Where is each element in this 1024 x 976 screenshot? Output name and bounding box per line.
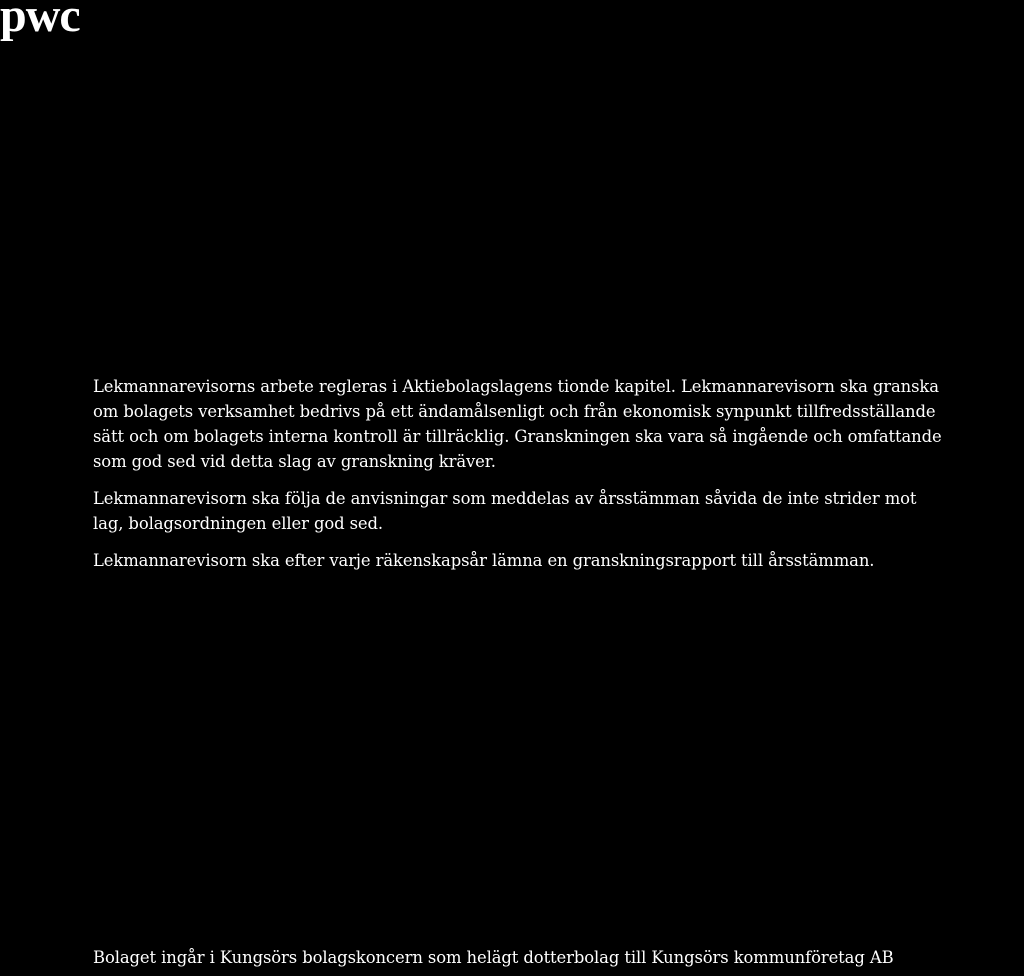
footer-note: Bolaget ingår i Kungsörs bolagskoncern som helägt dotterbolag till Kungsörs kommunföretag AB	[93, 948, 894, 967]
text-line: lag, bolagsordningen eller god sed.	[93, 514, 384, 533]
text-line: om bolagets verksamhet bedrivs på ett ändamålsenligt och från ekonomisk synpunkt tillfredsställande	[93, 402, 936, 421]
text-line: sätt och om bolagets interna kontroll är tillräcklig. Granskningen ska vara så ingående och omfattande	[93, 427, 942, 446]
text-line: Lekmannarevisorn ska följa de anvisningar som meddelas av årsstämman såvida de inte strider mot	[93, 489, 917, 508]
document-body	[93, 374, 1024, 573]
paragraph-report	[93, 548, 1024, 573]
paragraph-regulation	[93, 374, 1024, 474]
paragraph-instructions	[93, 486, 1024, 536]
text-line: som god sed vid detta slag av granskning kräver.	[93, 452, 496, 471]
pwc-logo: pwc	[0, 0, 80, 42]
text-line: Lekmannarevisorns arbete regleras i Aktiebolagslagens tionde kapitel. Lekmannarevisorn ska granska	[93, 377, 939, 396]
text-line: Lekmannarevisorn ska efter varje räkenskapsår lämna en granskningsrapport till årsstämman.	[93, 551, 875, 570]
